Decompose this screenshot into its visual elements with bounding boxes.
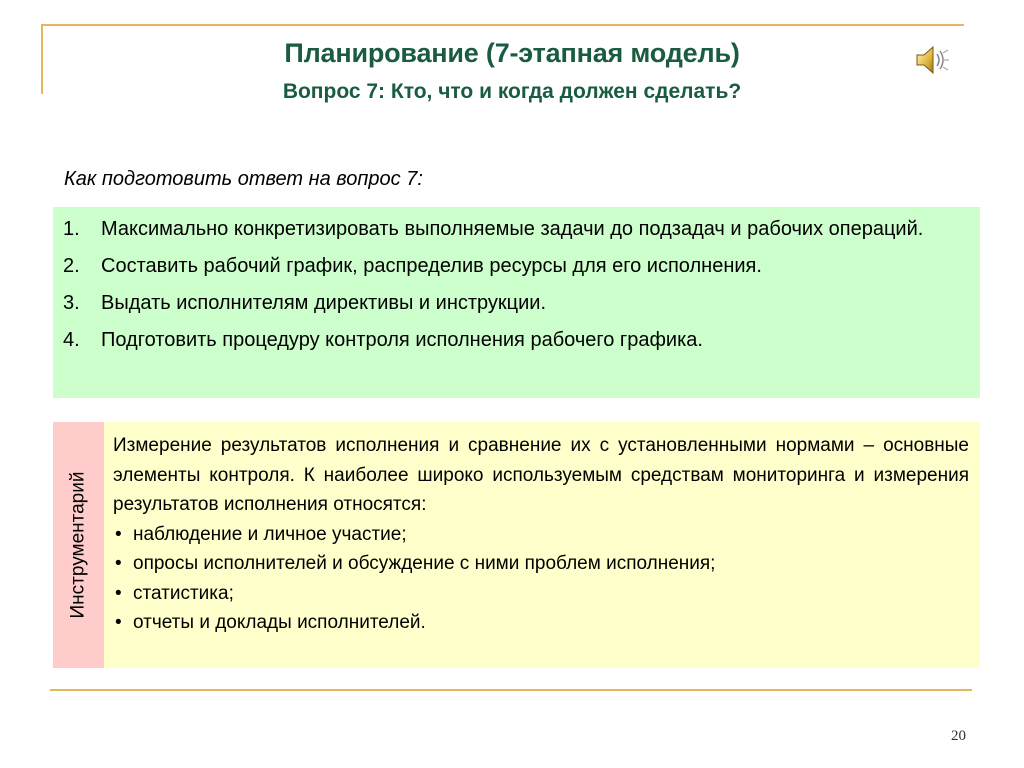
speaker-icon[interactable] [914, 44, 950, 76]
step-number: 1. [63, 218, 80, 240]
step-text: Выдать исполнителям директивы и инструкции. [101, 292, 547, 314]
step-item [63, 326, 969, 355]
bullet-item [113, 579, 969, 609]
step-number: 3. [63, 292, 80, 314]
bullet-dot: • [115, 582, 122, 604]
slide-subtitle: Вопрос 7: Кто, что и когда должен сделать? [282, 80, 742, 103]
tools-bullet-list [113, 520, 969, 638]
tools-paragraph: Измерение результатов исполнения и сравнение их с установленными нормами – основные элементы контроля. К наиболее широко используемым средствам мониторинга и измерения результатов исполнения относятся: [113, 435, 969, 515]
bullet-item [113, 549, 969, 579]
step-number: 2. [63, 255, 80, 277]
step-item [63, 252, 969, 281]
frame-bottom-line [50, 689, 972, 691]
step-item [63, 215, 969, 244]
bullet-text: опросы исполнителей и обсуждение с ними проблем исполнения; [133, 553, 716, 574]
frame-top-line [41, 24, 964, 26]
bullet-dot: • [115, 553, 122, 574]
steps-box [53, 207, 980, 398]
question-heading: Как подготовить ответ на вопрос 7: [64, 168, 423, 190]
bullet-text: отчеты и доклады исполнителей. [133, 612, 426, 633]
bullet-text: наблюдение и личное участие; [133, 523, 407, 545]
page-number: 20 [951, 728, 966, 744]
step-item [63, 289, 969, 318]
tools-label-text: Инструментарий [67, 471, 89, 619]
bullet-text: статистика; [133, 582, 234, 604]
slide-title: Планирование (7-этапная модель) [284, 38, 740, 68]
tools-box [104, 422, 980, 668]
steps-list [63, 215, 969, 355]
step-text: Максимально конкретизировать выполняемые задачи до подзадач и рабочих операций. [101, 218, 924, 240]
bullet-dot: • [115, 523, 122, 545]
bullet-item [113, 608, 969, 638]
step-text: Составить рабочий график, распределив ресурсы для его исполнения. [101, 255, 762, 277]
step-text: Подготовить процедуру контроля исполнения рабочего графика. [101, 329, 703, 351]
step-number: 4. [63, 329, 80, 351]
tools-label [53, 422, 104, 668]
frame-left-line [41, 24, 43, 94]
bullet-dot: • [115, 612, 122, 633]
bullet-item [113, 520, 969, 550]
